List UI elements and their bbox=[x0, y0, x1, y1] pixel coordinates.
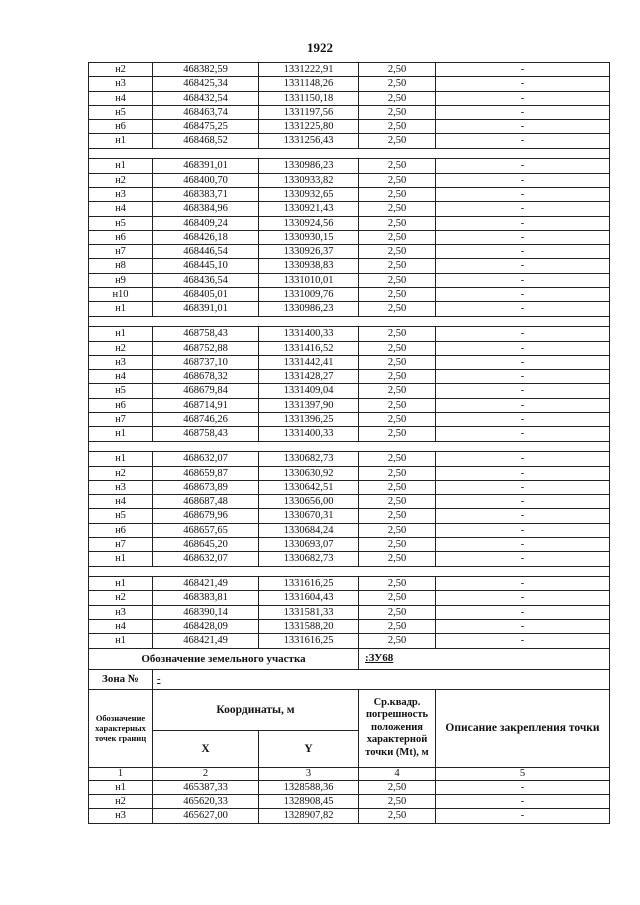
coord-y: 1330682,73 bbox=[259, 452, 359, 466]
coord-y: 1331222,91 bbox=[259, 63, 359, 77]
fixing-description: - bbox=[436, 273, 610, 287]
coord-x: 468421,49 bbox=[153, 577, 259, 591]
point-name: н1 bbox=[89, 577, 153, 591]
coord-x: 468445,10 bbox=[153, 259, 259, 273]
coord-y: 1331225,80 bbox=[259, 120, 359, 134]
fixing-description: - bbox=[436, 384, 610, 398]
separator-cell bbox=[89, 148, 610, 159]
table-row bbox=[89, 591, 610, 605]
coord-y: 1330924,56 bbox=[259, 216, 359, 230]
accuracy-value: 2,50 bbox=[359, 509, 436, 523]
coord-y: 1331616,25 bbox=[259, 577, 359, 591]
fixing-description: - bbox=[436, 370, 610, 384]
coord-x: 465627,00 bbox=[153, 809, 259, 823]
table-row bbox=[89, 398, 610, 412]
fixing-description: - bbox=[436, 327, 610, 341]
coord-x: 468428,09 bbox=[153, 620, 259, 634]
table-row bbox=[89, 523, 610, 537]
coord-x: 468746,26 bbox=[153, 413, 259, 427]
coord-x: 468383,81 bbox=[153, 591, 259, 605]
point-name: н3 bbox=[89, 809, 153, 823]
point-name: н6 bbox=[89, 398, 153, 412]
fixing-description: - bbox=[436, 413, 610, 427]
fixing-description: - bbox=[436, 427, 610, 441]
table-row bbox=[89, 605, 610, 619]
fixing-description: - bbox=[436, 552, 610, 566]
coord-y: 1330656,00 bbox=[259, 495, 359, 509]
point-name: н1 bbox=[89, 159, 153, 173]
table-row bbox=[89, 216, 610, 230]
coord-x: 468436,54 bbox=[153, 273, 259, 287]
header-row-1 bbox=[89, 689, 610, 730]
point-name: н6 bbox=[89, 230, 153, 244]
coord-x: 468446,54 bbox=[153, 245, 259, 259]
accuracy-value: 2,50 bbox=[359, 537, 436, 551]
coord-y: 1331428,27 bbox=[259, 370, 359, 384]
fixing-description: - bbox=[436, 288, 610, 302]
column-number: 2 bbox=[153, 767, 259, 780]
coord-x: 468679,96 bbox=[153, 509, 259, 523]
accuracy-value: 2,50 bbox=[359, 173, 436, 187]
point-name: н2 bbox=[89, 63, 153, 77]
table-row bbox=[89, 63, 610, 77]
table-row bbox=[89, 105, 610, 119]
accuracy-value: 2,50 bbox=[359, 273, 436, 287]
accuracy-value: 2,50 bbox=[359, 809, 436, 823]
coord-x: 468737,10 bbox=[153, 355, 259, 369]
accuracy-value: 2,50 bbox=[359, 105, 436, 119]
coord-x: 468432,54 bbox=[153, 91, 259, 105]
table-row bbox=[89, 452, 610, 466]
header-point: Обозначение характерных точек границ bbox=[89, 689, 153, 767]
accuracy-value: 2,50 bbox=[359, 259, 436, 273]
table-row bbox=[89, 384, 610, 398]
fixing-description: - bbox=[436, 187, 610, 201]
table-row bbox=[89, 302, 610, 316]
coord-x: 468758,43 bbox=[153, 327, 259, 341]
coord-y: 1331416,52 bbox=[259, 341, 359, 355]
accuracy-value: 2,50 bbox=[359, 159, 436, 173]
coord-y: 1331442,41 bbox=[259, 355, 359, 369]
fixing-description: - bbox=[436, 105, 610, 119]
accuracy-value: 2,50 bbox=[359, 288, 436, 302]
coord-x: 468390,14 bbox=[153, 605, 259, 619]
fixing-description: - bbox=[436, 173, 610, 187]
accuracy-value: 2,50 bbox=[359, 202, 436, 216]
coord-x: 468657,65 bbox=[153, 523, 259, 537]
point-name: н3 bbox=[89, 77, 153, 91]
fixing-description: - bbox=[436, 794, 610, 808]
fixing-description: - bbox=[436, 341, 610, 355]
coord-y: 1328907,82 bbox=[259, 809, 359, 823]
coord-x: 468758,43 bbox=[153, 427, 259, 441]
fixing-description: - bbox=[436, 577, 610, 591]
coord-y: 1330693,07 bbox=[259, 537, 359, 551]
coord-x: 468391,01 bbox=[153, 302, 259, 316]
column-number: 5 bbox=[436, 767, 610, 780]
table-row bbox=[89, 202, 610, 216]
coord-x: 468409,24 bbox=[153, 216, 259, 230]
coord-y: 1330932,65 bbox=[259, 187, 359, 201]
coord-x: 468384,96 bbox=[153, 202, 259, 216]
table-row bbox=[89, 577, 610, 591]
coord-y: 1331197,56 bbox=[259, 105, 359, 119]
point-name: н3 bbox=[89, 355, 153, 369]
group-separator bbox=[89, 148, 610, 159]
parcel-id: :ЗУ68 bbox=[359, 648, 610, 669]
coord-x: 468391,01 bbox=[153, 159, 259, 173]
zone-row bbox=[89, 669, 610, 689]
point-name: н1 bbox=[89, 302, 153, 316]
header-accuracy: Ср.квадр. погрешность положения характерной точки (Mt), м bbox=[359, 689, 436, 767]
accuracy-value: 2,50 bbox=[359, 77, 436, 91]
table-row bbox=[89, 537, 610, 551]
accuracy-value: 2,50 bbox=[359, 341, 436, 355]
column-number: 4 bbox=[359, 767, 436, 780]
coord-x: 468687,48 bbox=[153, 495, 259, 509]
table-row bbox=[89, 634, 610, 648]
accuracy-value: 2,50 bbox=[359, 634, 436, 648]
accuracy-value: 2,50 bbox=[359, 577, 436, 591]
coord-y: 1331148,26 bbox=[259, 77, 359, 91]
zone-empty bbox=[259, 669, 610, 689]
point-name: н2 bbox=[89, 173, 153, 187]
fixing-description: - bbox=[436, 91, 610, 105]
point-name: н1 bbox=[89, 134, 153, 148]
table-row bbox=[89, 327, 610, 341]
table-row bbox=[89, 620, 610, 634]
coord-y: 1330684,24 bbox=[259, 523, 359, 537]
table-row bbox=[89, 77, 610, 91]
accuracy-value: 2,50 bbox=[359, 523, 436, 537]
point-name: н9 bbox=[89, 273, 153, 287]
coord-y: 1331616,25 bbox=[259, 634, 359, 648]
coord-x: 468382,59 bbox=[153, 63, 259, 77]
point-name: н1 bbox=[89, 427, 153, 441]
coord-x: 468632,07 bbox=[153, 452, 259, 466]
fixing-description: - bbox=[436, 591, 610, 605]
fixing-description: - bbox=[436, 134, 610, 148]
coord-y: 1330630,92 bbox=[259, 466, 359, 480]
point-name: н7 bbox=[89, 245, 153, 259]
column-numbers-row bbox=[89, 767, 610, 780]
accuracy-value: 2,50 bbox=[359, 591, 436, 605]
fixing-description: - bbox=[436, 509, 610, 523]
fixing-description: - bbox=[436, 230, 610, 244]
header-coordinates: Координаты, м bbox=[153, 689, 359, 730]
accuracy-value: 2,50 bbox=[359, 91, 436, 105]
accuracy-value: 2,50 bbox=[359, 466, 436, 480]
fixing-description: - bbox=[436, 216, 610, 230]
coord-y: 1331604,43 bbox=[259, 591, 359, 605]
coord-y: 1330933,82 bbox=[259, 173, 359, 187]
coord-x: 468752,88 bbox=[153, 341, 259, 355]
point-name: н5 bbox=[89, 105, 153, 119]
coord-x: 468679,84 bbox=[153, 384, 259, 398]
point-name: н4 bbox=[89, 620, 153, 634]
point-name: н4 bbox=[89, 91, 153, 105]
coord-x: 465387,33 bbox=[153, 780, 259, 794]
coord-x: 468468,52 bbox=[153, 134, 259, 148]
table-row bbox=[89, 173, 610, 187]
accuracy-value: 2,50 bbox=[359, 120, 436, 134]
accuracy-value: 2,50 bbox=[359, 370, 436, 384]
separator-cell bbox=[89, 441, 610, 452]
separator-cell bbox=[89, 566, 610, 577]
fixing-description: - bbox=[436, 523, 610, 537]
coord-x: 468714,91 bbox=[153, 398, 259, 412]
coord-x: 465620,33 bbox=[153, 794, 259, 808]
point-name: н3 bbox=[89, 480, 153, 494]
coord-y: 1331400,33 bbox=[259, 327, 359, 341]
group-separator bbox=[89, 316, 610, 327]
coord-y: 1330642,51 bbox=[259, 480, 359, 494]
coord-x: 468659,87 bbox=[153, 466, 259, 480]
table-row bbox=[89, 509, 610, 523]
accuracy-value: 2,50 bbox=[359, 605, 436, 619]
table-row bbox=[89, 245, 610, 259]
point-name: н10 bbox=[89, 288, 153, 302]
fixing-description: - bbox=[436, 398, 610, 412]
coord-y: 1330938,83 bbox=[259, 259, 359, 273]
coord-y: 1331400,33 bbox=[259, 427, 359, 441]
fixing-description: - bbox=[436, 537, 610, 551]
point-name: н6 bbox=[89, 523, 153, 537]
coord-y: 1328588,36 bbox=[259, 780, 359, 794]
coord-y: 1331409,04 bbox=[259, 384, 359, 398]
table-row bbox=[89, 159, 610, 173]
fixing-description: - bbox=[436, 63, 610, 77]
accuracy-value: 2,50 bbox=[359, 398, 436, 412]
table-row bbox=[89, 355, 610, 369]
header-x: X bbox=[153, 730, 259, 767]
column-number: 1 bbox=[89, 767, 153, 780]
table-row bbox=[89, 780, 610, 794]
table-row bbox=[89, 134, 610, 148]
group-separator bbox=[89, 566, 610, 577]
table-row bbox=[89, 466, 610, 480]
table-row bbox=[89, 552, 610, 566]
header-y: Y bbox=[259, 730, 359, 767]
accuracy-value: 2,50 bbox=[359, 134, 436, 148]
coord-y: 1328908,45 bbox=[259, 794, 359, 808]
table-row bbox=[89, 480, 610, 494]
coord-y: 1331588,20 bbox=[259, 620, 359, 634]
fixing-description: - bbox=[436, 355, 610, 369]
table-row bbox=[89, 259, 610, 273]
coord-x: 468421,49 bbox=[153, 634, 259, 648]
fixing-description: - bbox=[436, 480, 610, 494]
accuracy-value: 2,50 bbox=[359, 245, 436, 259]
coord-x: 468426,18 bbox=[153, 230, 259, 244]
separator-cell bbox=[89, 316, 610, 327]
accuracy-value: 2,50 bbox=[359, 620, 436, 634]
coord-x: 468673,89 bbox=[153, 480, 259, 494]
parcel-title-row bbox=[89, 648, 610, 669]
parcel-rows bbox=[89, 780, 610, 823]
accuracy-value: 2,50 bbox=[359, 495, 436, 509]
accuracy-value: 2,50 bbox=[359, 230, 436, 244]
table-row bbox=[89, 273, 610, 287]
point-name: н5 bbox=[89, 216, 153, 230]
table-row bbox=[89, 427, 610, 441]
coord-x: 468645,20 bbox=[153, 537, 259, 551]
accuracy-value: 2,50 bbox=[359, 480, 436, 494]
table-row bbox=[89, 794, 610, 808]
fixing-description: - bbox=[436, 302, 610, 316]
point-name: н2 bbox=[89, 794, 153, 808]
coord-x: 468475,25 bbox=[153, 120, 259, 134]
zone-value: - bbox=[153, 669, 259, 689]
coord-x: 468405,01 bbox=[153, 288, 259, 302]
point-name: н1 bbox=[89, 452, 153, 466]
fixing-description: - bbox=[436, 495, 610, 509]
accuracy-value: 2,50 bbox=[359, 384, 436, 398]
table-row bbox=[89, 288, 610, 302]
coord-y: 1330926,37 bbox=[259, 245, 359, 259]
coord-x: 468425,34 bbox=[153, 77, 259, 91]
point-name: н2 bbox=[89, 466, 153, 480]
fixing-description: - bbox=[436, 780, 610, 794]
point-name: н4 bbox=[89, 202, 153, 216]
fixing-description: - bbox=[436, 605, 610, 619]
coord-y: 1331010,01 bbox=[259, 273, 359, 287]
fixing-description: - bbox=[436, 452, 610, 466]
fixing-description: - bbox=[436, 259, 610, 273]
group-separator bbox=[89, 441, 610, 452]
table-row bbox=[89, 230, 610, 244]
accuracy-value: 2,50 bbox=[359, 302, 436, 316]
fixing-description: - bbox=[436, 466, 610, 480]
point-name: н7 bbox=[89, 413, 153, 427]
point-name: н4 bbox=[89, 495, 153, 509]
point-name: н2 bbox=[89, 591, 153, 605]
accuracy-value: 2,50 bbox=[359, 216, 436, 230]
table-row bbox=[89, 341, 610, 355]
point-name: н7 bbox=[89, 537, 153, 551]
accuracy-value: 2,50 bbox=[359, 452, 436, 466]
column-number: 3 bbox=[259, 767, 359, 780]
accuracy-value: 2,50 bbox=[359, 552, 436, 566]
accuracy-value: 2,50 bbox=[359, 427, 436, 441]
coord-y: 1330986,23 bbox=[259, 302, 359, 316]
fixing-description: - bbox=[436, 202, 610, 216]
coord-y: 1331396,25 bbox=[259, 413, 359, 427]
fixing-description: - bbox=[436, 634, 610, 648]
fixing-description: - bbox=[436, 120, 610, 134]
coord-y: 1331150,18 bbox=[259, 91, 359, 105]
coord-y: 1330986,23 bbox=[259, 159, 359, 173]
coord-x: 468632,07 bbox=[153, 552, 259, 566]
accuracy-value: 2,50 bbox=[359, 327, 436, 341]
point-name: н5 bbox=[89, 384, 153, 398]
fixing-description: - bbox=[436, 809, 610, 823]
point-name: н1 bbox=[89, 552, 153, 566]
point-name: н5 bbox=[89, 509, 153, 523]
table-row bbox=[89, 120, 610, 134]
table-row bbox=[89, 370, 610, 384]
accuracy-value: 2,50 bbox=[359, 780, 436, 794]
accuracy-value: 2,50 bbox=[359, 63, 436, 77]
table-row bbox=[89, 413, 610, 427]
point-name: н1 bbox=[89, 780, 153, 794]
coord-y: 1330682,73 bbox=[259, 552, 359, 566]
accuracy-value: 2,50 bbox=[359, 187, 436, 201]
coordinates-table bbox=[88, 62, 610, 824]
point-name: н3 bbox=[89, 187, 153, 201]
table-row bbox=[89, 809, 610, 823]
point-name: н4 bbox=[89, 370, 153, 384]
point-name: н2 bbox=[89, 341, 153, 355]
zone-label: Зона № bbox=[89, 669, 153, 689]
coord-y: 1330921,43 bbox=[259, 202, 359, 216]
table-row bbox=[89, 91, 610, 105]
coord-y: 1331256,43 bbox=[259, 134, 359, 148]
point-name: н1 bbox=[89, 634, 153, 648]
coord-x: 468678,32 bbox=[153, 370, 259, 384]
coord-x: 468463,74 bbox=[153, 105, 259, 119]
fixing-description: - bbox=[436, 159, 610, 173]
fixing-description: - bbox=[436, 77, 610, 91]
table-row bbox=[89, 187, 610, 201]
coord-y: 1331581,33 bbox=[259, 605, 359, 619]
point-name: н3 bbox=[89, 605, 153, 619]
parcel-section bbox=[89, 648, 610, 780]
header-description: Описание закрепления точки bbox=[436, 689, 610, 767]
parcel-label: Обозначение земельного участка bbox=[89, 648, 359, 669]
fixing-description: - bbox=[436, 620, 610, 634]
accuracy-value: 2,50 bbox=[359, 355, 436, 369]
coordinate-groups bbox=[89, 63, 610, 649]
point-name: н1 bbox=[89, 327, 153, 341]
accuracy-value: 2,50 bbox=[359, 413, 436, 427]
point-name: н6 bbox=[89, 120, 153, 134]
coord-x: 468400,70 bbox=[153, 173, 259, 187]
coord-y: 1330930,15 bbox=[259, 230, 359, 244]
coord-x: 468383,71 bbox=[153, 187, 259, 201]
table-row bbox=[89, 495, 610, 509]
accuracy-value: 2,50 bbox=[359, 794, 436, 808]
coord-y: 1331009,76 bbox=[259, 288, 359, 302]
point-name: н8 bbox=[89, 259, 153, 273]
page-number: 1922 bbox=[307, 40, 333, 55]
coord-y: 1331397,90 bbox=[259, 398, 359, 412]
coord-y: 1330670,31 bbox=[259, 509, 359, 523]
fixing-description: - bbox=[436, 245, 610, 259]
